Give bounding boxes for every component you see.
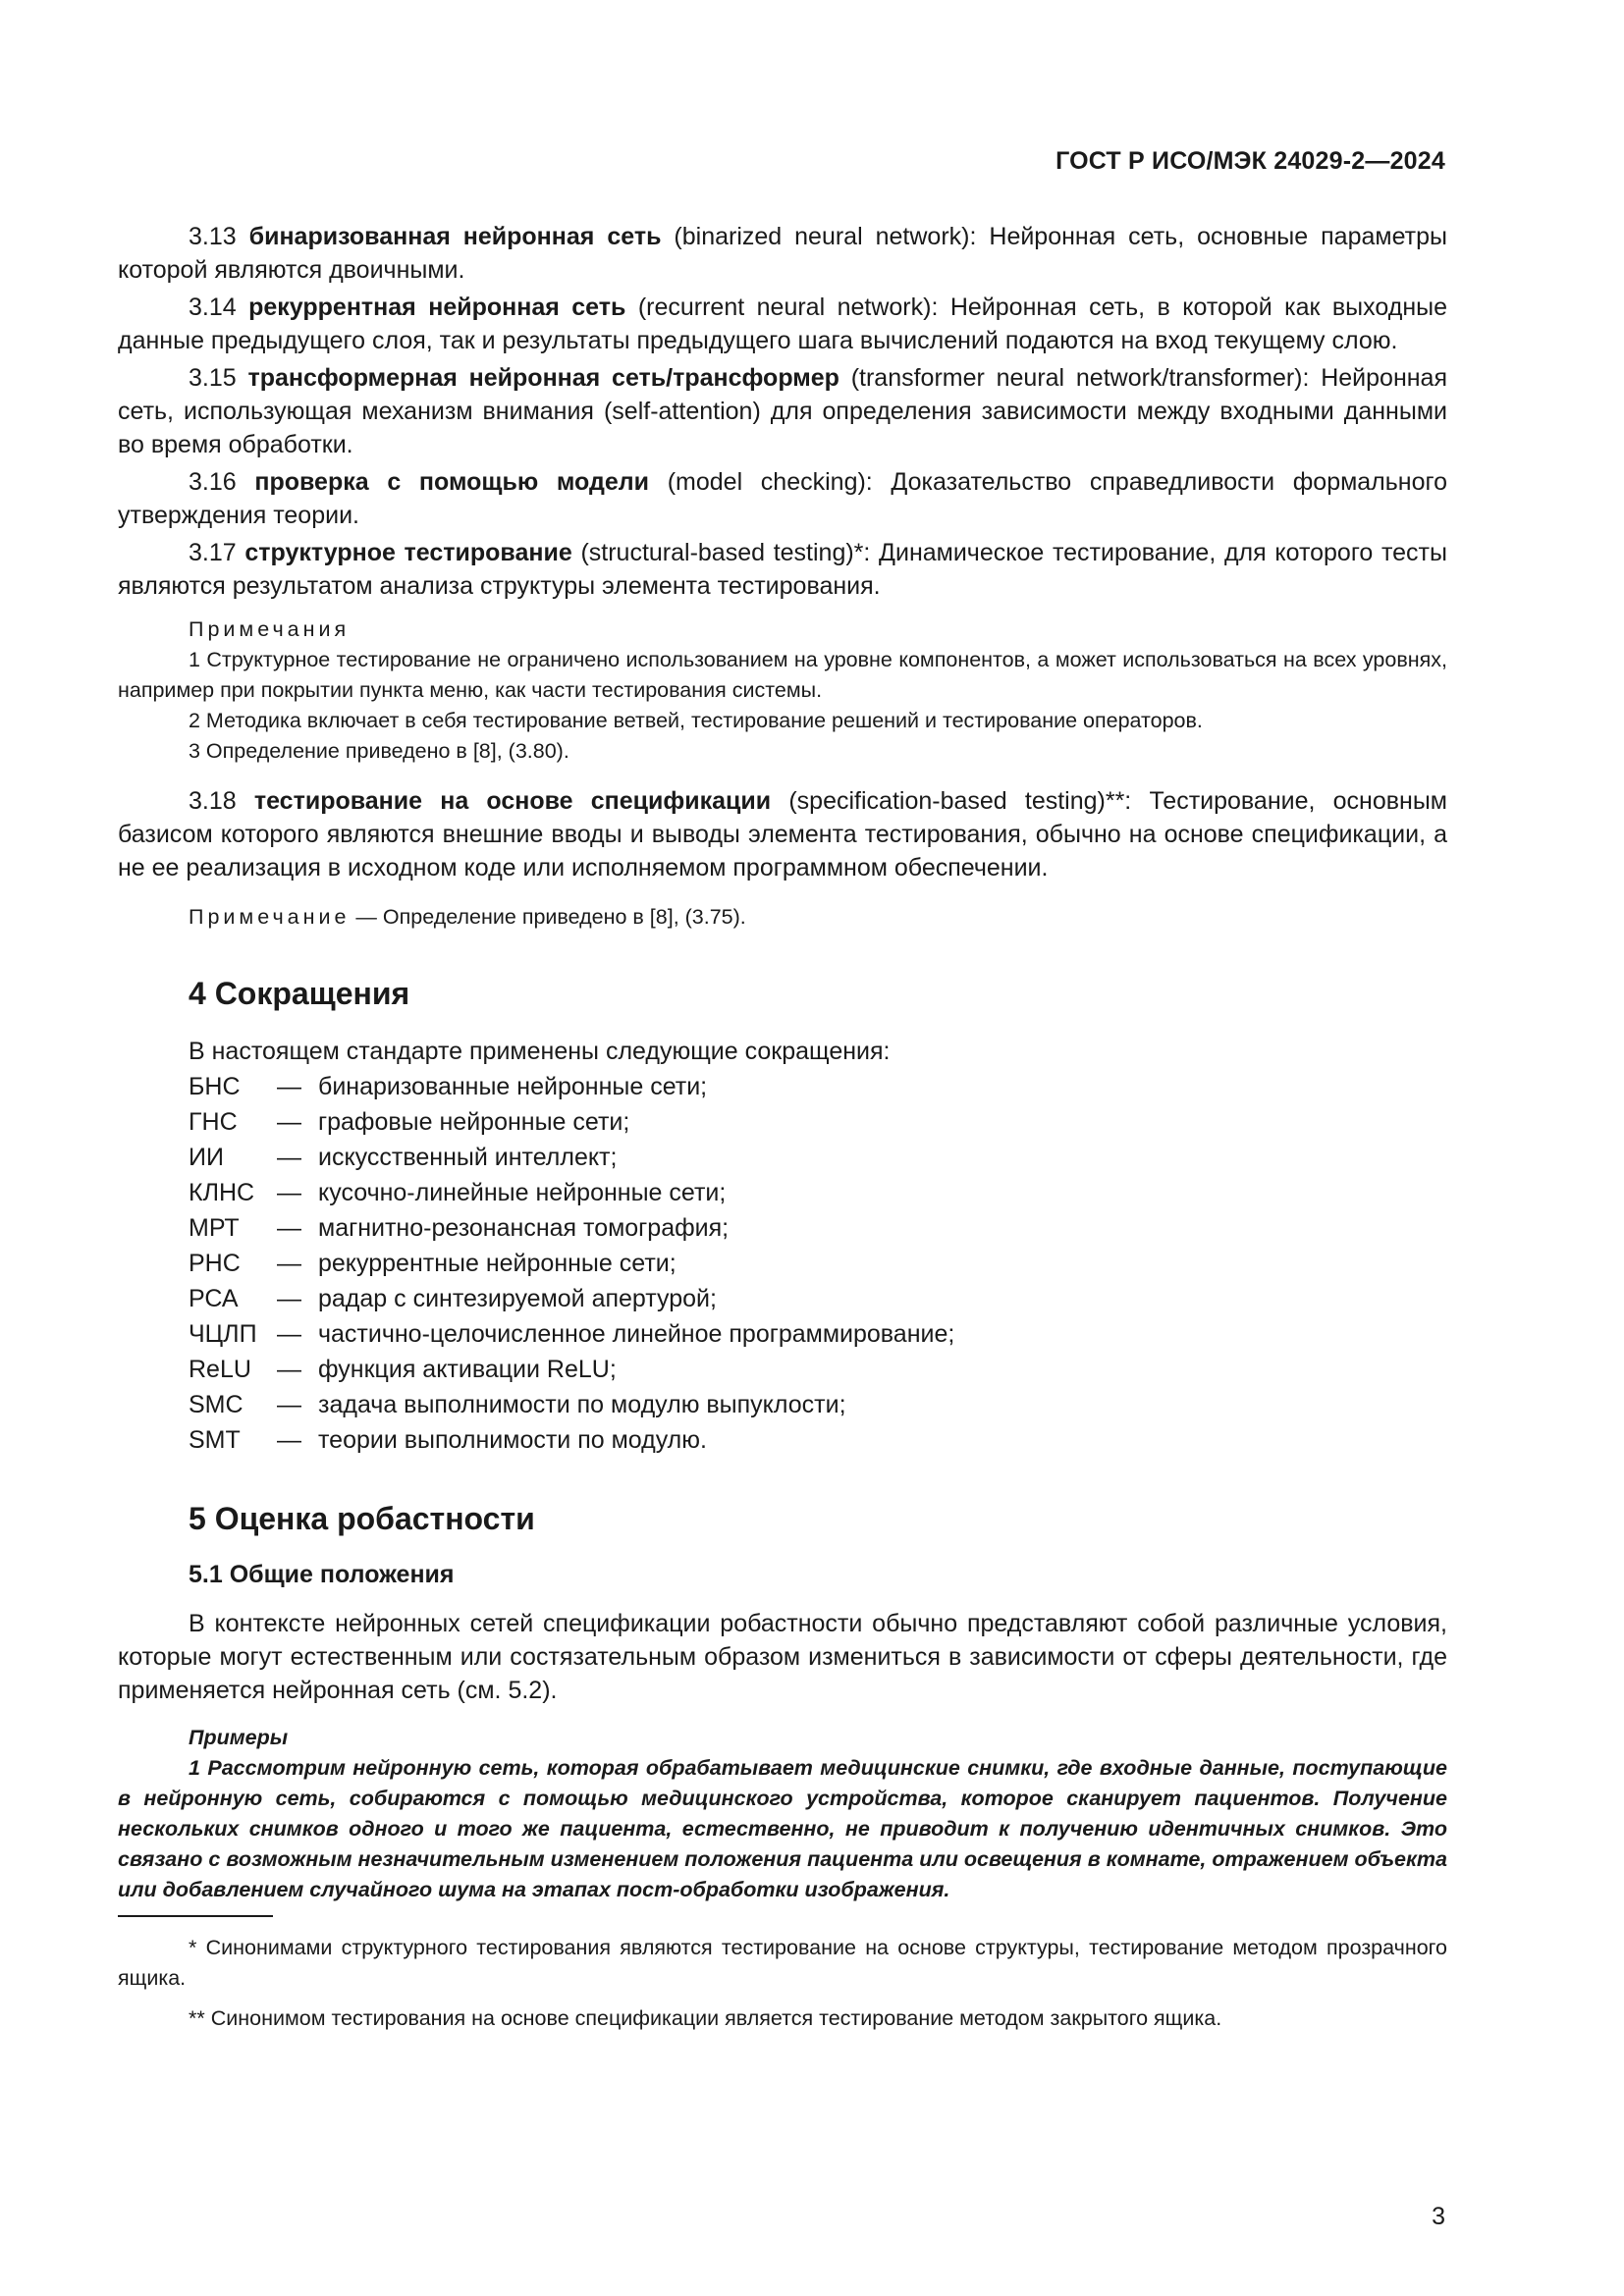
abbreviation-row xyxy=(118,1246,1447,1281)
abbreviation-code: КЛНС xyxy=(189,1179,255,1206)
abbreviation-row xyxy=(118,1387,1447,1422)
abbreviation-dash: — xyxy=(277,1391,301,1418)
term-definition: (specification-based testing)**: Тестирование, основным базисом которого являются внешние вводы и выводы элемента тестирования, обычно на основе спецификации, а не ее реализация в исходном коде или исполняемом программном обеспечении. xyxy=(118,787,1447,881)
examples-heading: Примеры xyxy=(189,1726,289,1749)
term-definition: (model checking): Доказательство справедливости формального утверждения теории. xyxy=(118,468,1447,529)
footnote-divider xyxy=(118,1915,273,1917)
term-number: 3.18 xyxy=(189,787,237,815)
abbreviation-row xyxy=(118,1069,1447,1104)
footnote-2: ** Синонимом тестирования на основе спецификации является тестирование методом закрытого ящика. xyxy=(189,2006,1222,2030)
term-name: бинаризованная нейронная сеть xyxy=(248,223,662,250)
abbreviation-code: БНС xyxy=(189,1073,241,1100)
term-number: 3.14 xyxy=(189,294,237,321)
term-definition: (recurrent neural network): Нейронная сеть, в которой как выходные данные предыдущего слоя, так и результаты предыдущего шага вычислений подаются на вход текущему слою. xyxy=(118,294,1447,354)
abbreviation-text: функция активации ReLU; xyxy=(318,1356,617,1383)
term-definition: (structural-based testing)*: Динамическое тестирование, для которого тесты являются результатом анализа структуры элемента тестирования. xyxy=(118,539,1447,600)
term-definition: (transformer neural network/transformer): Нейронная сеть, использующая механизм внимания (self-attention) для определения зависимости между входными данными во время обработки. xyxy=(118,364,1447,458)
section-4-title: 4 Сокращения xyxy=(189,976,410,1011)
abbreviation-text: кусочно-линейные нейронные сети; xyxy=(318,1179,727,1206)
abbreviation-row xyxy=(118,1352,1447,1387)
term-number: 3.13 xyxy=(189,223,237,250)
abbreviation-row xyxy=(118,1175,1447,1210)
term-3-14 xyxy=(118,291,1447,357)
abbreviations-intro: В настоящем стандарте применены следующие сокращения: xyxy=(189,1038,891,1065)
abbreviation-text: искусственный интеллект; xyxy=(318,1144,618,1171)
abbreviation-dash: — xyxy=(277,1108,301,1136)
abbreviation-row xyxy=(118,1281,1447,1316)
abbreviation-text: бинаризованные нейронные сети; xyxy=(318,1073,708,1100)
example-1: 1 Рассмотрим нейронную сеть, которая обрабатывает медицинские снимки, где входные данные, поступающие в нейронную сеть, собираются с помощью медицинского устройства, которое сканирует пациентов. Получение нескольких снимков одного и того же пациента, естественно, не приводит к получению идентичных снимков. Это связано с возможным незначительным изменением положения пациента или освещения в комнате, отражением объекта или добавлением случайного шума на этапах пост-обработки изображения. xyxy=(118,1756,1447,1901)
term-3-16 xyxy=(118,465,1447,532)
abbreviation-code: ГНС xyxy=(189,1108,238,1136)
abbreviation-code: SMC xyxy=(189,1391,244,1418)
footnote-1: * Синонимами структурного тестирования являются тестирование на основе структуры, тестирование методом прозрачного ящика. xyxy=(118,1936,1447,1990)
abbreviation-dash: — xyxy=(277,1285,301,1312)
abbreviation-code: РНС xyxy=(189,1250,241,1277)
abbreviation-dash: — xyxy=(277,1144,301,1171)
abbreviation-text: графовые нейронные сети; xyxy=(318,1108,630,1136)
abbreviation-row xyxy=(118,1316,1447,1352)
term-number: 3.17 xyxy=(189,539,237,566)
abbreviation-dash: — xyxy=(277,1426,301,1454)
abbreviation-dash: — xyxy=(277,1250,301,1277)
section-5-1-paragraph: В контексте нейронных сетей спецификации робастности обычно представляют собой различные условия, которые могут естественным или состязательным образом измениться в зависимости от сферы деятельности, где применяется нейронная сеть (см. 5.2). xyxy=(118,1610,1447,1704)
note-item: 3 Определение приведено в [8], (3.80). xyxy=(189,739,569,763)
note-item: 1 Структурное тестирование не ограничено использованием на уровне компонентов, а может использоваться на всех уровнях, например при покрытии пункта меню, как части тестирования системы. xyxy=(118,648,1447,702)
term-name: структурное тестирование xyxy=(244,539,572,566)
abbreviation-code: РСА xyxy=(189,1285,239,1312)
subsection-5-1-title: 5.1 Общие положения xyxy=(189,1561,455,1588)
abbreviation-row xyxy=(118,1104,1447,1140)
abbreviation-code: ЧЦЛП xyxy=(189,1320,257,1348)
term-number: 3.15 xyxy=(189,364,237,392)
term-name: трансформерная нейронная сеть/трансформер xyxy=(247,364,839,392)
abbreviation-row xyxy=(118,1140,1447,1175)
term-number: 3.16 xyxy=(189,468,237,496)
term-name: проверка с помощью модели xyxy=(254,468,650,496)
abbreviation-text: задача выполнимости по модулю выпуклости; xyxy=(318,1391,846,1418)
abbreviation-code: МРТ xyxy=(189,1214,240,1242)
term-definition: (binarized neural network): Нейронная сеть, основные параметры которой являются двоичными. xyxy=(118,223,1447,284)
abbreviation-code: ИИ xyxy=(189,1144,224,1171)
abbreviation-dash: — xyxy=(277,1179,301,1206)
page-content xyxy=(118,220,1447,2034)
abbreviation-text: теории выполнимости по модулю. xyxy=(318,1426,707,1454)
abbreviation-dash: — xyxy=(277,1214,301,1242)
abbreviation-row xyxy=(118,1422,1447,1458)
abbreviation-row xyxy=(118,1210,1447,1246)
abbreviation-dash: — xyxy=(277,1356,301,1383)
term-name: рекуррентная нейронная сеть xyxy=(248,294,626,321)
term-3-15 xyxy=(118,361,1447,461)
term-3-17 xyxy=(118,536,1447,603)
note-label: Примечание xyxy=(189,905,351,929)
abbreviation-code: SMT xyxy=(189,1426,241,1454)
standard-header: ГОСТ Р ИСО/МЭК 24029-2—2024 xyxy=(1056,147,1445,175)
note-3-18 xyxy=(118,902,1447,933)
term-3-13 xyxy=(118,220,1447,287)
abbreviation-dash: — xyxy=(277,1073,301,1100)
page-number: 3 xyxy=(1432,2203,1445,2230)
abbreviation-text: рекуррентные нейронные сети; xyxy=(318,1250,677,1277)
section-5-title: 5 Оценка робастности xyxy=(189,1501,535,1536)
term-name: тестирование на основе спецификации xyxy=(253,787,772,815)
abbreviation-text: магнитно-резонансная томография; xyxy=(318,1214,730,1242)
notes-heading: Примечания xyxy=(189,617,351,641)
abbreviation-text: частично-целочисленное линейное программирование; xyxy=(318,1320,955,1348)
abbreviation-dash: — xyxy=(277,1320,301,1348)
term-3-18 xyxy=(118,784,1447,884)
note-item: 2 Методика включает в себя тестирование ветвей, тестирование решений и тестирование операторов. xyxy=(189,709,1203,732)
abbreviations-list xyxy=(118,1069,1447,1458)
abbreviation-text: радар с синтезируемой апертурой; xyxy=(318,1285,717,1312)
note-text: — Определение приведено в [8], (3.75). xyxy=(350,905,746,929)
abbreviation-code: ReLU xyxy=(189,1356,251,1383)
